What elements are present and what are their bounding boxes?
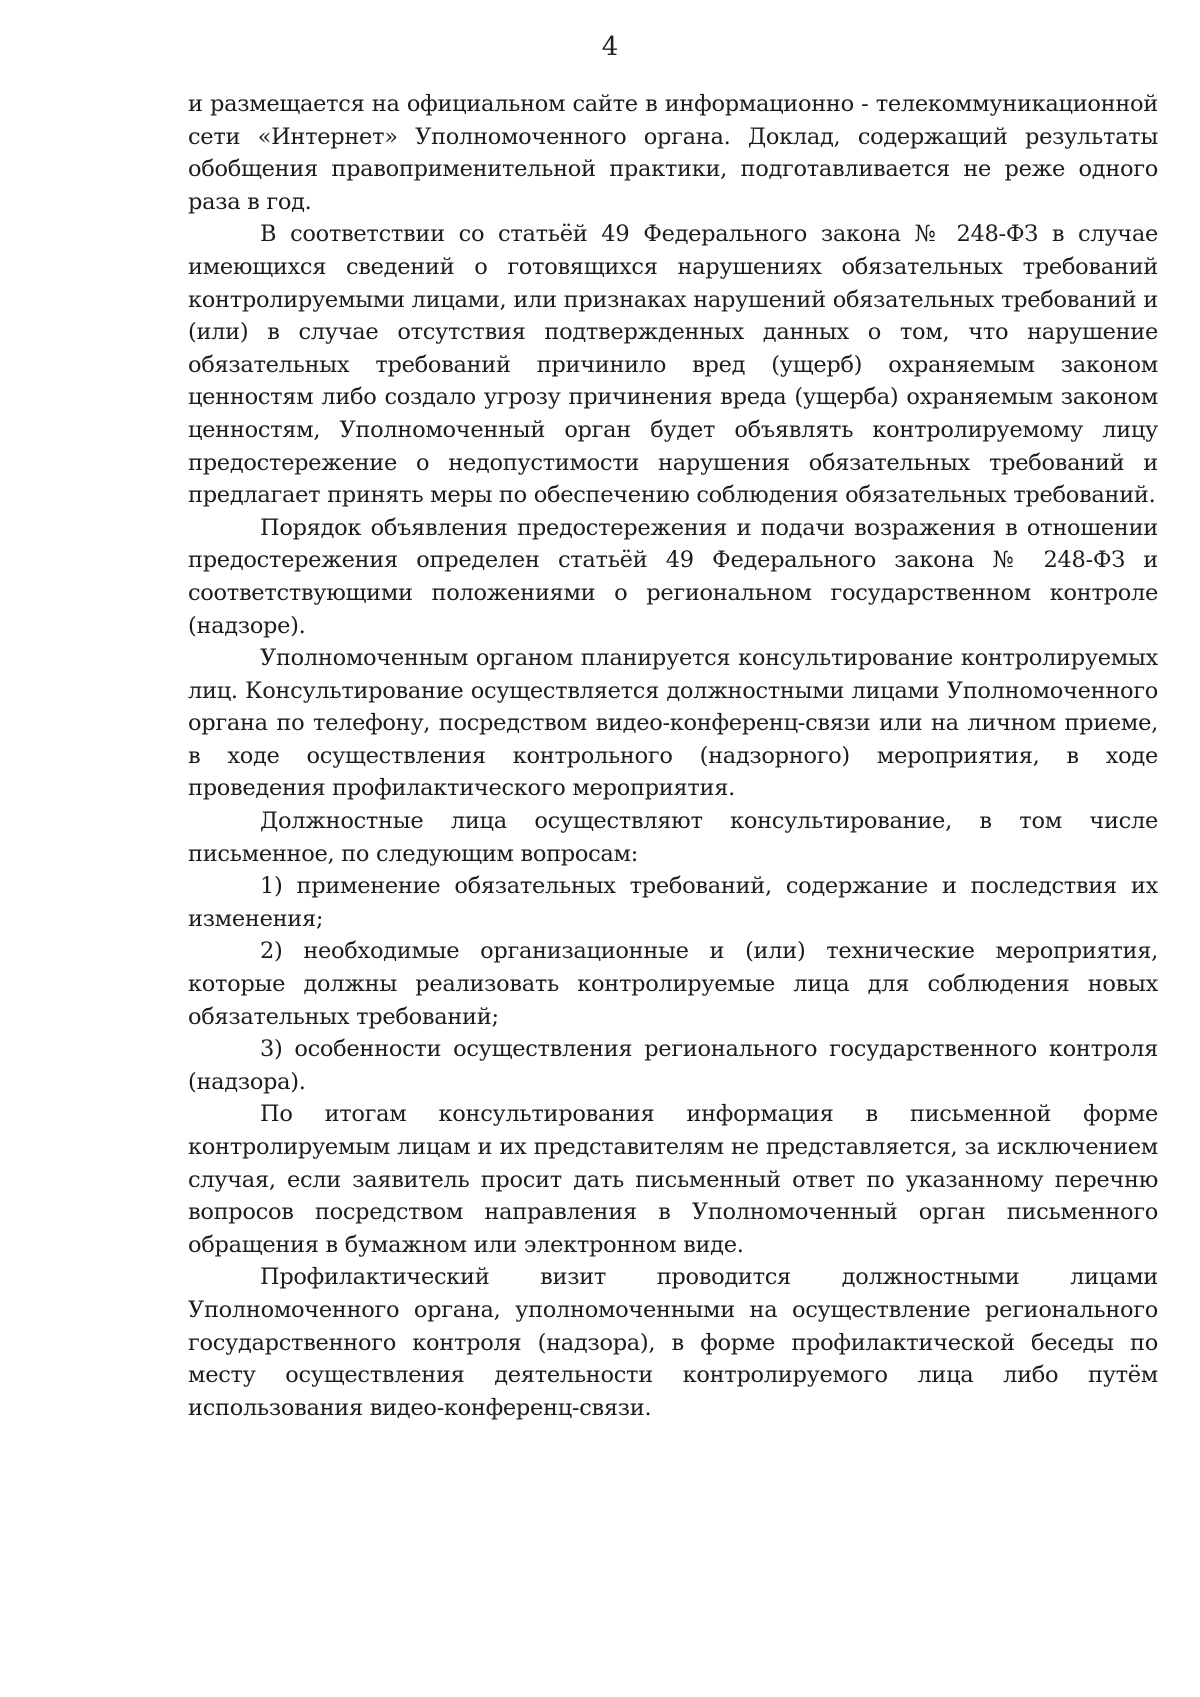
- list-item-3: 3) особенности осуществления регионального государственного контроля (надзора).: [188, 1036, 1158, 1095]
- paragraph-warning-article-49: В соответствии со статьёй 49 Федерального закона № 248-ФЗ в случае имеющихся сведений о готовящихся нарушениях обязательных требований контролируемыми лицами, или признаках нарушений обязательных требований и (или) в случае отсутствия подтвержденных данных о том, что нарушение обязательных требований причинило вред (ущерб) охраняемым законом ценностям либо создало угрозу причинения вреда (ущерба) охраняемым законом ценностям, Уполномоченный орган будет объявлять контролируемому лицу предостережение о недопустимости нарушения обязательных требований и предлагает принять меры по обеспечению соблюдения обязательных требований.: [188, 221, 1158, 509]
- list-item-1: 1) применение обязательных требований, содержание и последствия их изменения;: [188, 873, 1158, 932]
- paragraph-consulting-results: По итогам консультирования информация в письменной форме контролируемым лицам и их представителям не представляется, за исключением случая, если заявитель просит дать письменный ответ по указанному перечню вопросов посредством направления в Уполномоченный орган письменного обращения в бумажном или электронном виде.: [188, 1101, 1158, 1258]
- page-number: 4: [601, 32, 619, 62]
- paragraph-continuation: и размещается на официальном сайте в информационно - телекоммуникационной сети «Интернет» Уполномоченного органа. Доклад, содержащий результаты обобщения правоприменительной практики, подготавливается не реже одного раза в год.: [188, 91, 1158, 215]
- paragraph-warning-procedure: Порядок объявления предостережения и подачи возражения в отношении предостережения определен статьёй 49 Федерального закона № 248-ФЗ и соответствующими положениями о региональном государственном контроле (надзоре).: [188, 514, 1158, 639]
- document-body: [188, 88, 1158, 1424]
- paragraph-consulting-questions: Должностные лица осуществляют консультирование, в том числе письменное, по следующим вопросам:: [188, 808, 1158, 867]
- paragraph-consulting-planned: Уполномоченным органом планируется консультирование контролируемых лиц. Консультирование осуществляется должностными лицами Уполномоченного органа по телефону, посредством видео-конференц-связи или на личном приеме, в ходе осуществления контрольного (надзорного) мероприятия, в ходе проведения профилактического мероприятия.: [188, 645, 1158, 802]
- list-item-2: 2) необходимые организационные и (или) технические мероприятия, которые должны реализовать контролируемые лица для соблюдения новых обязательных требований;: [188, 938, 1158, 1030]
- paragraph-preventive-visit: Профилактический визит проводится должностными лицами Уполномоченного органа, уполномоченными на осуществление регионального государственного контроля (надзора), в форме профилактической беседы по месту осуществления деятельности контролируемого лица либо путём использования видео-конференц-связи.: [188, 1264, 1158, 1421]
